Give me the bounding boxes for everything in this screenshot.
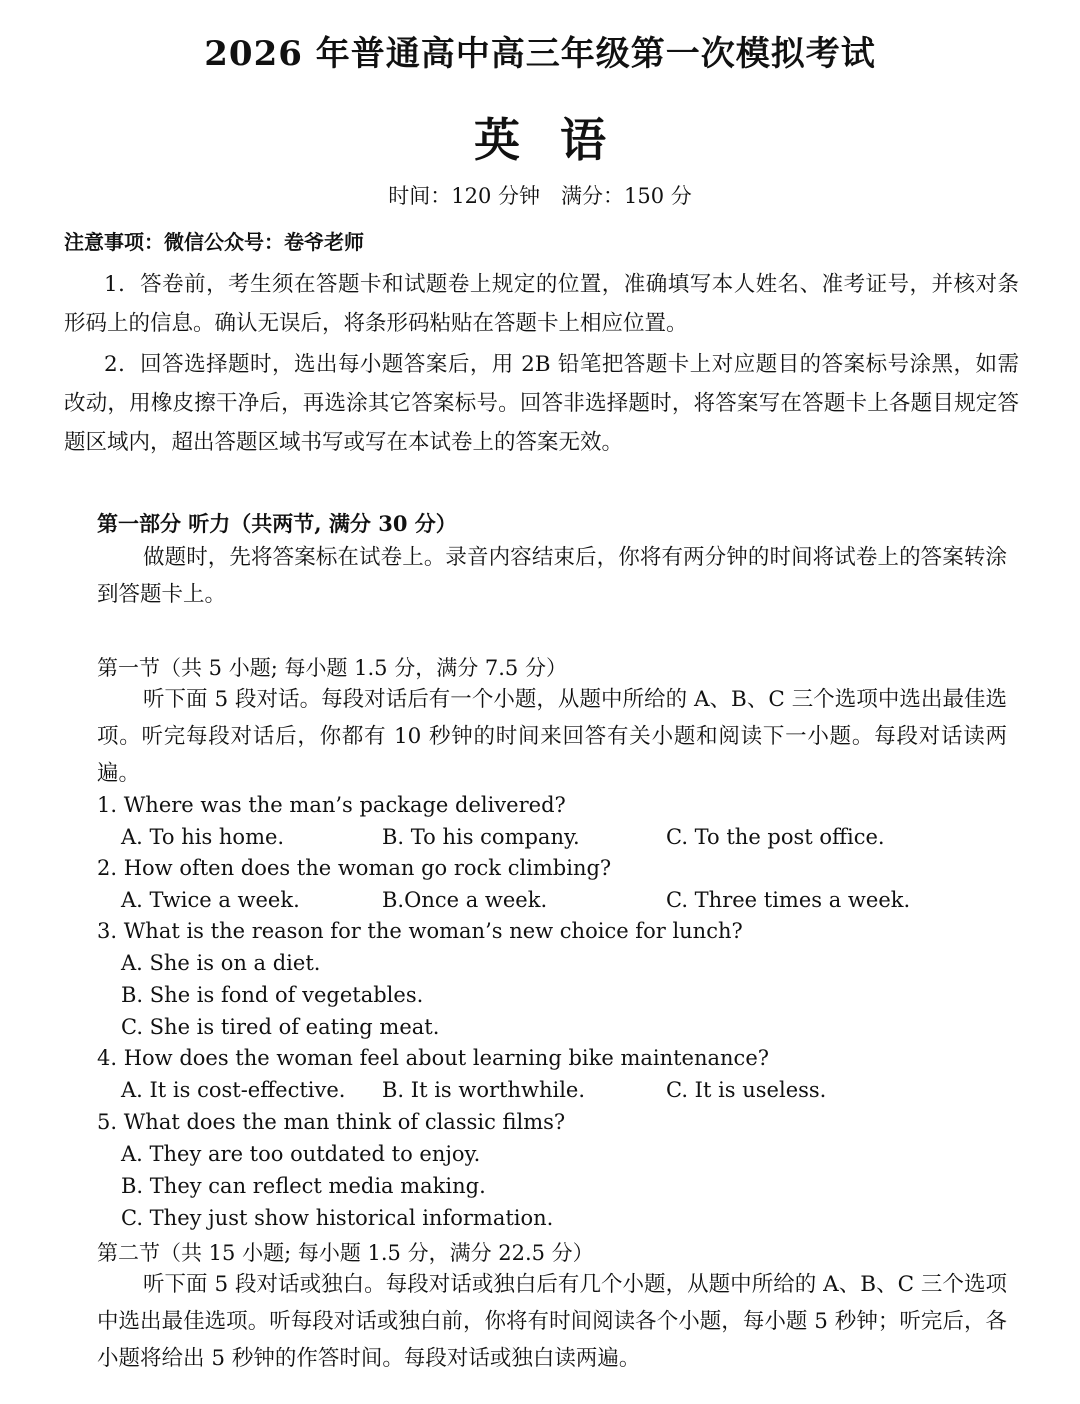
part1-intro: 做题时，先将答案标在试卷上。录音内容结束后，你将有两分钟的时间将试卷上的答案转涂到答题卡上。 bbox=[97, 545, 1007, 607]
exam-title: 2026 年普通高中高三年级第一次模拟考试 bbox=[204, 34, 876, 74]
q5-option-b: B. They can reflect media making. bbox=[121, 1174, 486, 1198]
q2-option-a: A. Twice a week. bbox=[121, 888, 300, 912]
subject-title: 英语 bbox=[474, 113, 646, 167]
q1-option-b: B. To his company. bbox=[382, 825, 580, 849]
question-5: 5. What does the man think of classic films? bbox=[97, 1110, 566, 1134]
q5-option-c: C. They just show historical information. bbox=[121, 1206, 554, 1230]
section2-intro: 听下面 5 段对话或独白。每段对话或独白后有几个小题，从题中所给的 A、B、C 三个选项中选出最佳选项。听每段对话或独白前，你将有时间阅读各个小题，每小题 5 秒钟；听完后，各小题将给出 5 秒钟的作答时间。每段对话或独白读两遍。 bbox=[97, 1272, 1007, 1371]
q4-option-a: A. It is cost-effective. bbox=[121, 1078, 346, 1102]
q1-option-a: A. To his home. bbox=[121, 825, 285, 849]
question-4: 4. How does the woman feel about learning bike maintenance? bbox=[97, 1046, 769, 1070]
section1-intro: 听下面 5 段对话。每段对话后有一个小题，从题中所给的 A、B、C 三个选项中选出最佳选项。听完每段对话后，你都有 10 秒钟的时间来回答有关小题和阅读下一小题。每段对话读两遍。 bbox=[97, 687, 1007, 786]
q3-option-c: C. She is tired of eating meat. bbox=[121, 1015, 440, 1039]
q3-option-a: A. She is on a diet. bbox=[121, 951, 321, 975]
part1-heading: 第一部分 听力（共两节, 满分 30 分） bbox=[97, 511, 457, 536]
q2-option-b: B.Once a week. bbox=[382, 888, 548, 912]
notice-item-1: 1．答卷前，考生须在答题卡和试题卷上规定的位置，准确填写本人姓名、准考证号，并核对条形码上的信息。确认无误后，将条形码粘贴在答题卡上相应位置。 bbox=[64, 272, 1019, 336]
question-1: 1. Where was the man’s package delivered? bbox=[97, 793, 566, 817]
q3-option-b: B. She is fond of vegetables. bbox=[121, 983, 424, 1007]
question-3: 3. What is the reason for the woman’s new choice for lunch? bbox=[97, 919, 743, 943]
q2-option-c: C. Three times a week. bbox=[666, 888, 911, 912]
q1-option-c: C. To the post office. bbox=[666, 825, 885, 849]
notice-heading: 注意事项：微信公众号：卷爷老师 bbox=[64, 230, 364, 254]
q4-option-c: C. It is useless. bbox=[666, 1078, 827, 1102]
q4-option-b: B. It is worthwhile. bbox=[382, 1078, 586, 1102]
question-2: 2. How often does the woman go rock climbing? bbox=[97, 856, 612, 880]
notice-item-2: 2．回答选择题时，选出每小题答案后，用 2B 铅笔把答题卡上对应题目的答案标号涂黑，如需改动，用橡皮擦干净后，再选涂其它答案标号。回答非选择题时，将答案写在答题卡上各题目规定答题区域内，超出答题区域书写或写在本试卷上的答案无效。 bbox=[64, 352, 1019, 455]
section1-heading: 第一节（共 5 小题; 每小题 1.5 分，满分 7.5 分） bbox=[97, 656, 567, 680]
section2-heading: 第二节（共 15 小题; 每小题 1.5 分，满分 22.5 分） bbox=[97, 1241, 594, 1265]
exam-timing: 时间：120 分钟 满分：150 分 bbox=[388, 184, 692, 208]
q5-option-a: A. They are too outdated to enjoy. bbox=[121, 1142, 481, 1166]
